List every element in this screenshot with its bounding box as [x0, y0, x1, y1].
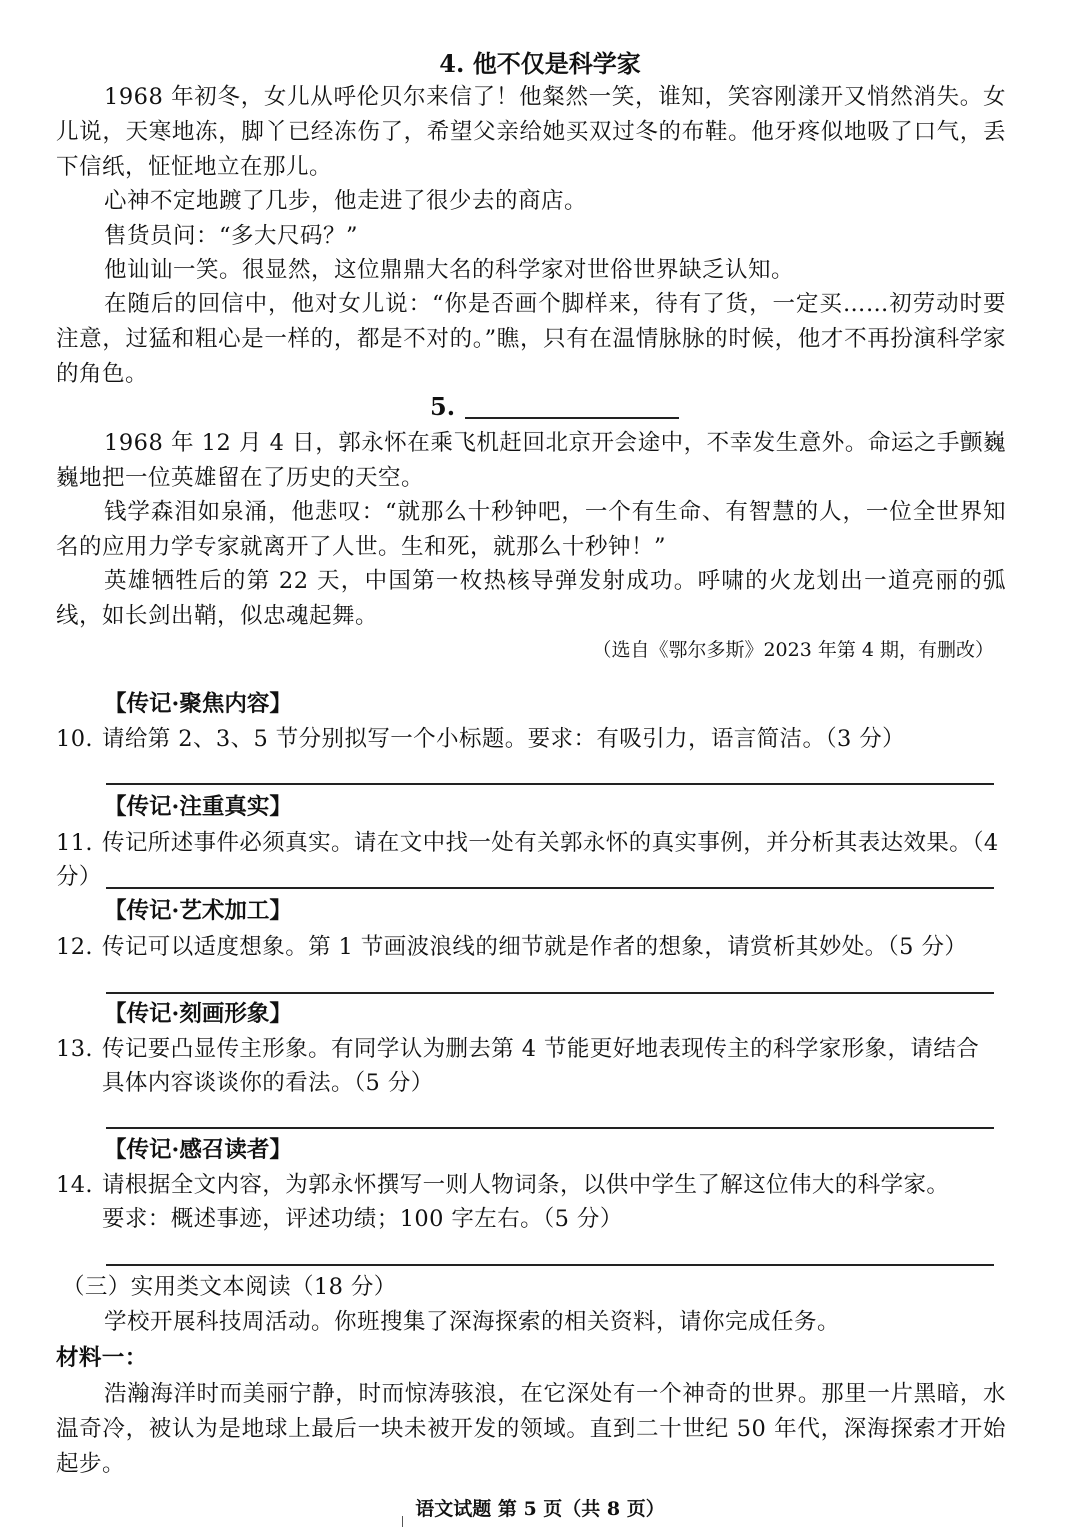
part-3-intro: 学校开展科技周活动。你班搜集了深海探索的相关资料，请你完成任务。	[104, 1309, 841, 1335]
question-14-answer-line[interactable]	[106, 1264, 994, 1266]
section-5-number: 5.	[430, 392, 456, 421]
section-5-title-blank	[465, 393, 679, 419]
section-5-paragraph-1: 1968 年 12 月 4 日，郭永怀在乘飞机赶回北京开会途中，不幸发生意外。命运之手颤巍巍地把一位英雄留在了历史的天空。	[56, 430, 1006, 491]
source-citation: （选自《鄂尔多斯》2023 年第 4 期，有删改）	[592, 639, 994, 661]
material-1-text: 浩瀚海洋时而美丽宁静，时而惊涛骇浪，在它深处有一个神奇的世界。那里一片黑暗，水温奇冷，被认为是地球上最后一块未被开发的领域。直到二十世纪 50 年代，深海探索才开始起步。	[56, 1381, 1006, 1477]
question-11-number: 11.	[56, 830, 93, 856]
question-10-answer-line[interactable]	[106, 783, 994, 785]
question-12-answer-line[interactable]	[106, 992, 994, 994]
section-4-paragraph-1: 1968 年初冬，女儿从呼伦贝尔来信了！他粲然一笑，谁知，笑容刚漾开又悄然消失。女儿说，天寒地冻，脚丫已经冻伤了，希望父亲给她买双过冬的布鞋。他牙疼似地吸了口气，丢下信纸，怔怔地立在那儿。	[56, 84, 1006, 180]
question-12-number: 12.	[56, 934, 93, 960]
question-11-answer-line[interactable]	[106, 887, 994, 889]
section-5-title	[430, 392, 730, 421]
question-14-number: 14.	[56, 1172, 93, 1198]
question-10-number: 10.	[56, 726, 93, 752]
question-14	[56, 1168, 1006, 1236]
section-5-paragraph-3: 英雄牺牲后的第 22 天，中国第一枚热核导弹发射成功。呼啸的火龙划出一道亮丽的弧线，如长剑出鞘，似忠魂起舞。	[56, 568, 1006, 629]
question-13-tag: 【传记·刻画形象】	[104, 1001, 292, 1027]
question-11-tag: 【传记·注重真实】	[104, 794, 292, 820]
question-12	[56, 930, 1006, 964]
section-4-title: 4. 他不仅是科学家	[439, 49, 641, 78]
part-3-heading: （三）实用类文本阅读（18 分）	[62, 1274, 397, 1300]
section-4-paragraph-5: 在随后的回信中，他对女儿说：“你是否画个脚样来，待有了货，一定买……初劳动时要注意，过猛和粗心是一样的，都是不对的。”瞧，只有在温情脉脉的时候，他才不再扮演科学家的角色。	[56, 291, 1006, 387]
section-4-paragraph-3: 售货员问：“多大尺码？”	[104, 223, 359, 249]
question-14-text-line-2: 要求：概述事迹，评述功绩；100 字左右。（5 分）	[102, 1206, 623, 1232]
page-footer: 语文试题 第 5 页（共 8 页）	[415, 1498, 665, 1520]
question-13-text-line-1: 传记要凸显传主形象。有同学认为删去第 4 节能更好地表现传主的科学家形象，请结合	[102, 1036, 980, 1062]
question-11	[56, 826, 1006, 894]
question-11-text: 传记所述事件必须真实。请在文中找一处有关郭永怀的真实事例，并分析其表达效果。（4 分）	[56, 830, 999, 890]
section-4-paragraph-2: 心神不定地踱了几步，他走进了很少去的商店。	[104, 188, 588, 214]
section-4-paragraph-4: 他讪讪一笑。很显然，这位鼎鼎大名的科学家对世俗世界缺乏认知。	[104, 257, 795, 283]
question-10	[56, 722, 1006, 756]
question-10-tag: 【传记·聚焦内容】	[104, 691, 292, 717]
question-14-tag: 【传记·感召读者】	[104, 1137, 292, 1163]
scan-mark	[402, 1516, 409, 1527]
material-1-label: 材料一：	[56, 1345, 148, 1371]
question-12-tag: 【传记·艺术加工】	[104, 898, 292, 924]
question-13	[56, 1032, 1006, 1100]
section-5-paragraph-2: 钱学森泪如泉涌，他悲叹：“就那么十秒钟吧，一个有生命、有智慧的人，一位全世界知名的应用力学专家就离开了人世。生和死，就那么十秒钟！”	[56, 499, 1006, 560]
question-13-text-line-2: 具体内容谈谈你的看法。（5 分）	[102, 1070, 434, 1096]
question-13-answer-line[interactable]	[106, 1127, 994, 1129]
question-10-text: 请给第 2、3、5 节分别拟写一个小标题。要求：有吸引力，语言简洁。（3 分）	[102, 726, 906, 752]
question-13-number: 13.	[56, 1036, 93, 1062]
question-14-text-line-1: 请根据全文内容，为郭永怀撰写一则人物词条，以供中学生了解这位伟大的科学家。	[102, 1172, 950, 1198]
question-12-text: 传记可以适度想象。第 1 节画波浪线的细节就是作者的想象，请赏析其妙处。（5 分）	[102, 934, 968, 960]
